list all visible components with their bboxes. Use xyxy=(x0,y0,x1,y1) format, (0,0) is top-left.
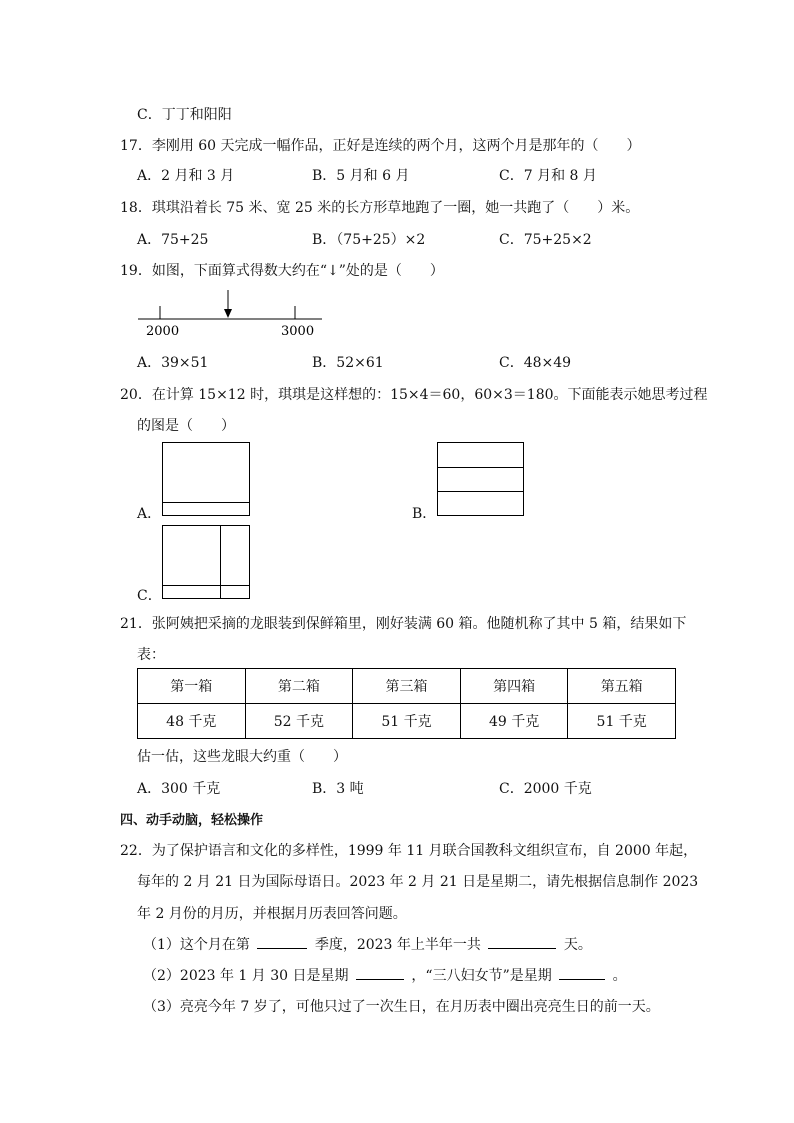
table-cell: 48 千克 xyxy=(138,704,246,739)
figure-b-divider-1 xyxy=(438,467,523,468)
q17-option-c: C．7 月和 8 月 xyxy=(499,168,597,184)
table-row xyxy=(138,704,676,739)
q21-stem-line1: 21．张阿姨把采摘的龙眼装到保鲜箱里，刚好装满 60 箱。他随机称了其中 5 箱，结果如下 xyxy=(120,616,687,632)
down-arrow-icon xyxy=(224,309,232,318)
figure-c-rectangle xyxy=(162,525,250,599)
table-cell: 51 千克 xyxy=(353,704,461,739)
q22-line3: 年 2 月份的月历，并根据月历表回答问题。 xyxy=(137,906,407,922)
number-line-label-left: 2000 xyxy=(146,324,180,339)
weekday-jan30-blank[interactable] xyxy=(356,965,404,980)
q18-option-b: B．（75+25）×2 xyxy=(312,232,426,248)
q18-stem: 18．琪琪沿着长 75 米、宽 25 米的长方形草地跑了一圈，她一共跑了（ ）米。 xyxy=(120,200,640,216)
q22-line2: 每年的 2 月 21 日为国际母语日。2023 年 2 月 21 日是星期二，请先根据信息制作 2023 xyxy=(137,874,699,890)
quarter-answer-blank[interactable] xyxy=(257,934,307,949)
q18-option-c: C．75+25×2 xyxy=(499,232,592,248)
figure-b-rectangle xyxy=(437,442,524,516)
q21-stem-line2: 表： xyxy=(137,647,165,663)
days-answer-blank[interactable] xyxy=(488,934,556,949)
q22-sub1-text-b: 季度，2023 年上半年一共 xyxy=(314,937,481,953)
q17-option-b: B．5 月和 6 月 xyxy=(312,168,410,184)
q22-sub1-text-a: （1）这个月在第 xyxy=(143,937,250,953)
table-header-cell: 第五箱 xyxy=(568,669,676,704)
q20-label-c: C． xyxy=(137,588,162,604)
q21-option-a: A．300 千克 xyxy=(137,781,221,797)
q22-line1: 22．为了保护语言和文化的多样性，1999 年 11 月联合国教科文组织宣布，自 2000 年起， xyxy=(120,843,698,859)
weight-table xyxy=(137,668,676,739)
table-header-cell: 第一箱 xyxy=(138,669,246,704)
table-header-cell: 第二箱 xyxy=(245,669,353,704)
q20-label-a: A． xyxy=(137,506,162,522)
q21-option-b: B．3 吨 xyxy=(312,781,364,797)
table-cell: 51 千克 xyxy=(568,704,676,739)
q22-sub2-text-a: （2）2023 年 1 月 30 日是星期 xyxy=(143,968,349,984)
table-cell: 49 千克 xyxy=(460,704,568,739)
table-header-cell: 第四箱 xyxy=(460,669,568,704)
q22-sub2 xyxy=(143,965,627,985)
figure-a-rectangle xyxy=(162,442,250,516)
q20-stem-line1: 20．在计算 15×12 时，琪琪是这样想的：15×4＝60，60×3＝180。下面能表示她思考过程 xyxy=(120,387,708,403)
table-header-row xyxy=(138,669,676,704)
q22-sub1 xyxy=(143,934,592,954)
q21-option-c: C．2000 千克 xyxy=(499,781,592,797)
q22-sub3: （3）亮亮今年 7 岁了，可他只过了一次生日，在月历表中圈出亮亮生日的前一天。 xyxy=(143,999,660,1015)
q20-stem-line2: 的图是（ ） xyxy=(137,418,235,434)
figure-c-horizontal-divider xyxy=(163,585,249,586)
q22-sub1-text-c: 天。 xyxy=(563,937,592,953)
q20-label-b: B． xyxy=(412,506,437,522)
q19-option-c: C．48×49 xyxy=(499,355,572,371)
weekday-march8-blank[interactable] xyxy=(559,965,605,980)
table-header-cell: 第三箱 xyxy=(353,669,461,704)
q19-option-b: B．52×61 xyxy=(312,355,384,371)
section-4-title: 四、动手动脑，轻松操作 xyxy=(120,813,264,828)
q19-stem: 19．如图，下面算式得数大约在“↓”处的是（ ） xyxy=(120,263,444,279)
q22-sub2-text-c: 。 xyxy=(612,968,627,984)
q18-option-a: A．75+25 xyxy=(137,232,209,248)
figure-c-vertical-divider xyxy=(220,526,221,598)
q22-sub2-text-b: ，“三八妇女节”是星期 xyxy=(411,968,552,984)
number-line-figure xyxy=(130,288,330,348)
table-cell: 52 千克 xyxy=(245,704,353,739)
q17-stem: 17．李刚用 60 天完成一幅作品，正好是连续的两个月，这两个月是那年的（ ） xyxy=(120,138,641,154)
q17-option-a: A．2 月和 3 月 xyxy=(137,168,235,184)
number-line-label-right: 3000 xyxy=(281,324,315,339)
q16-option-c: C．丁丁和阳阳 xyxy=(137,107,232,123)
q21-prompt: 估一估，这些龙眼大约重（ ） xyxy=(137,749,347,765)
q19-option-a: A．39×51 xyxy=(137,355,209,371)
figure-a-divider xyxy=(163,502,249,503)
figure-b-divider-2 xyxy=(438,491,523,492)
